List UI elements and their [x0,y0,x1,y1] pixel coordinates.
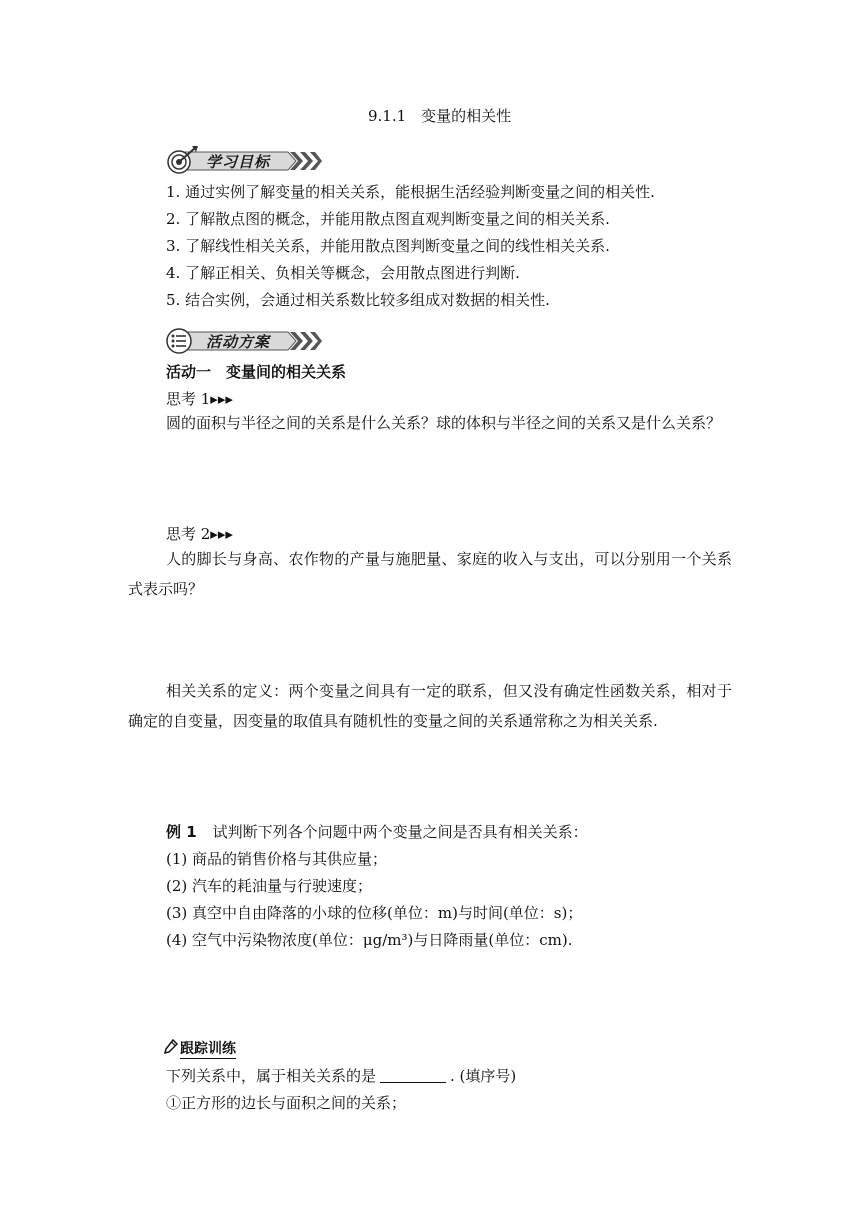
example-item: (2) 汽车的耗油量与行驶速度； [166,877,373,895]
objective-item: 4. 了解正相关、负相关等概念，会用散点图进行判断. [166,264,520,282]
objective-item: 1. 通过实例了解变量的相关关系，能根据生活经验判断变量之间的相关性. [166,183,655,201]
example-item: (1) 商品的销售价格与其供应量； [166,850,388,868]
objective-item: 2. 了解散点图的概念，并能用散点图直观判断变量之间的相关关系. [166,210,610,228]
definition-paragraph: 相关关系的定义：两个变量之间具有一定的联系，但又没有确定性函数关系，相对于确定的自变量，因变量的取值具有随机性的变量之间的关系通常称之为相关关系. [128,682,732,730]
tracking-prompt-text: 下列关系中，属于相关关系的是 [166,1067,377,1085]
objectives-banner [162,146,322,176]
tracking-label [164,1038,236,1060]
think-text: 人的脚长与身高、农作物的产量与施肥量、家庭的收入与支出，可以分别用一个关系式表示吗？ [128,550,732,598]
pencil-icon [164,1039,178,1055]
objectives-banner-label: 学习目标 [206,153,271,171]
example-prompt-text: 试判断下列各个问题中两个变量之间是否具有相关关系： [212,823,588,841]
think-label: 思考 2▸▸▸ [166,525,233,543]
activities-banner-label: 活动方案 [206,333,271,351]
example-prompt [166,822,588,842]
example-item: (3) 真空中自由降落的小球的位移(单位：m)与时间(单位：s)； [166,904,583,922]
example-label: 例 1 [166,823,197,841]
answer-blank[interactable] [380,1066,446,1083]
tracking-item: ①正方形的边长与面积之间的关系； [166,1094,407,1112]
think-text: 圆的面积与半径之间的关系是什么关系？球的体积与半径之间的关系又是什么关系？ [166,414,722,432]
tracking-prompt-suffix: . (填序号) [450,1067,517,1085]
section-title: 9.1.1 变量的相关性 [368,107,512,125]
activity-heading: 活动一 变量间的相关关系 [166,363,347,381]
think-label: 思考 1▸▸▸ [166,390,233,408]
tracking-prompt [166,1066,516,1086]
tracking-label-text: 跟踪训练 [180,1041,236,1057]
objective-item: 5. 结合实例，会通过相关系数比较多组成对数据的相关性. [166,291,550,309]
objective-item: 3. 了解线性相关关系，并能用散点图判断变量之间的线性相关关系. [166,237,610,255]
activities-banner [162,326,322,356]
example-item: (4) 空气中污染物浓度(单位：μg/m³)与日降雨量(单位：cm). [166,931,573,949]
